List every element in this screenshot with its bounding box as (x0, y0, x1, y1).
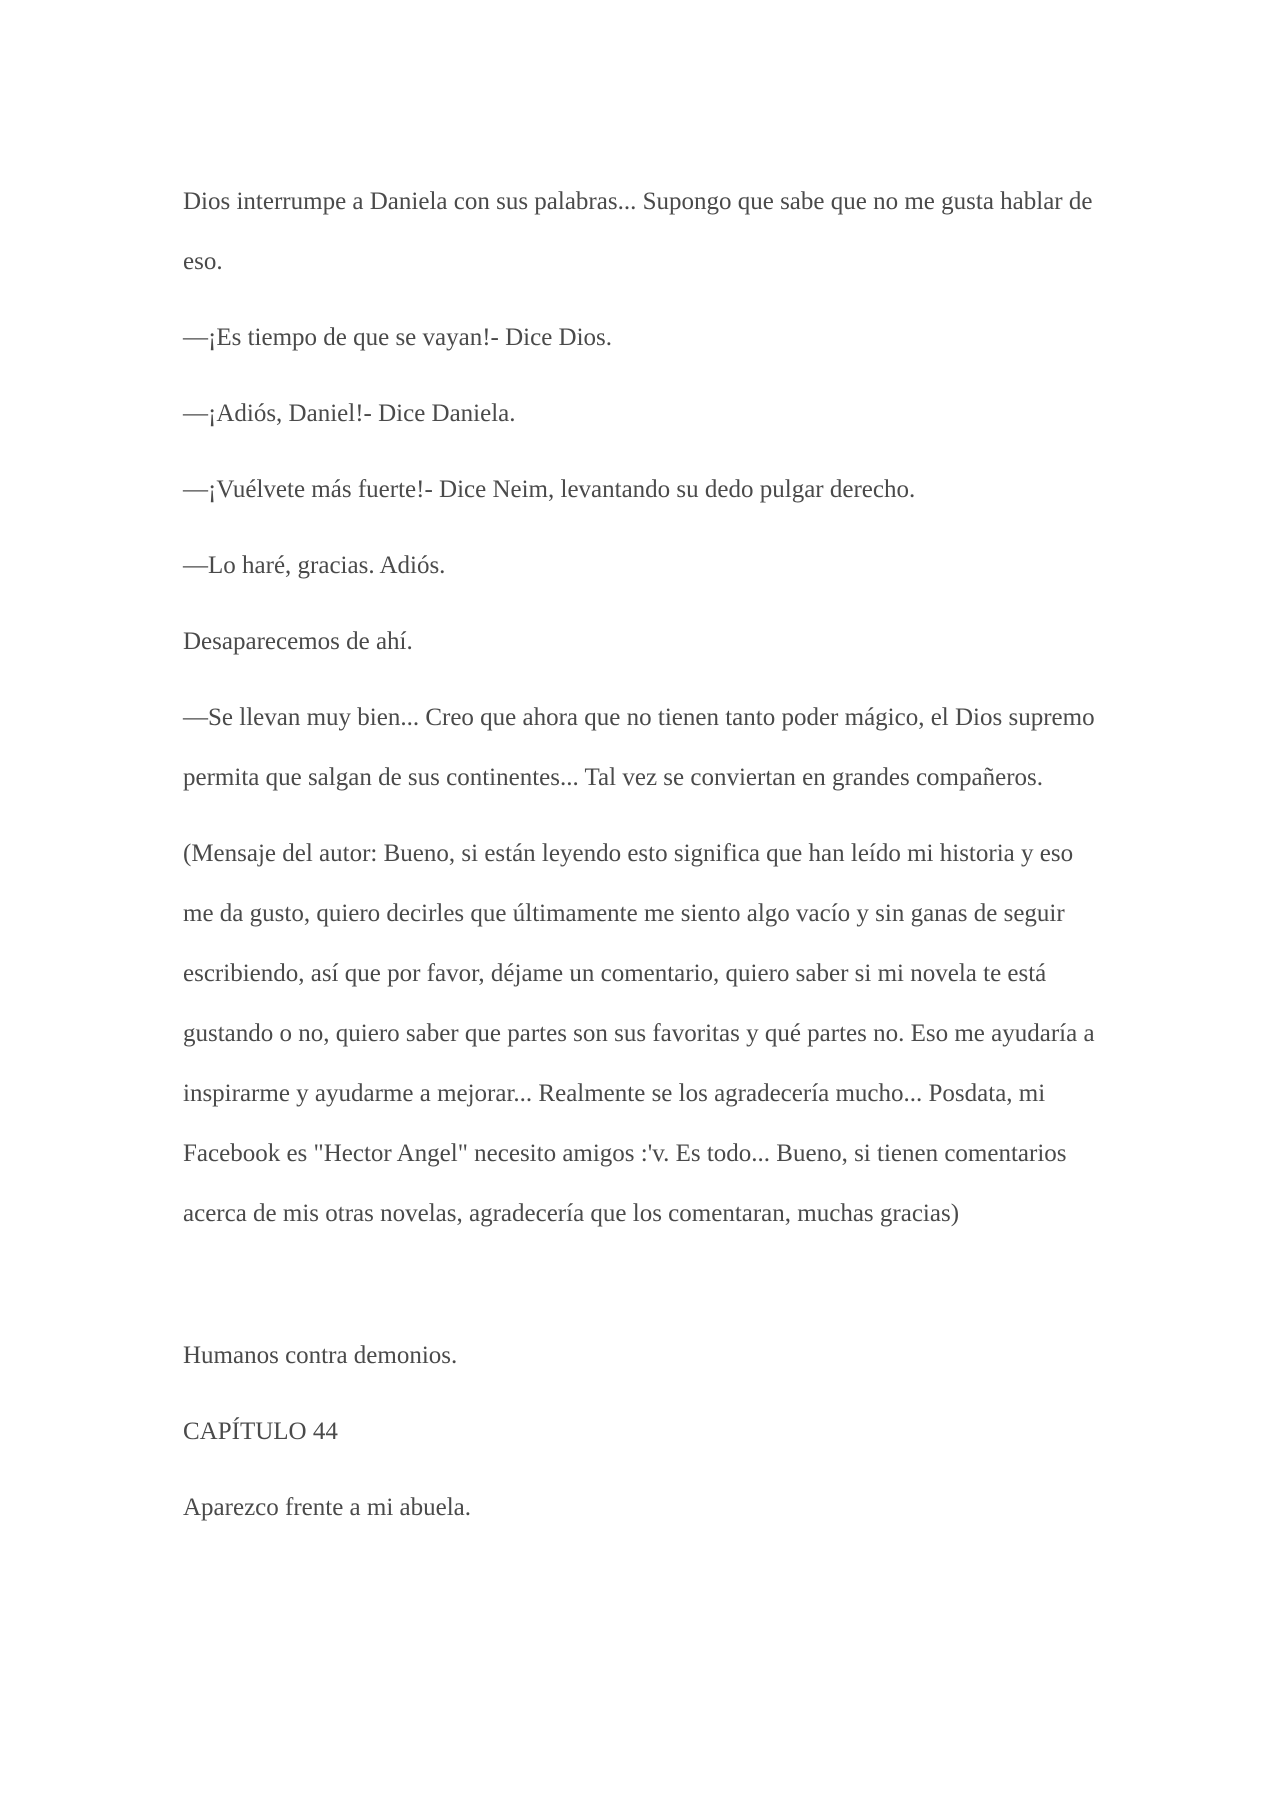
paragraph-dialogue-3: —¡Vuélvete más fuerte!- Dice Neim, levantando su dedo pulgar derecho. (183, 476, 916, 503)
section-gap (183, 1260, 1103, 1326)
paragraph-dialogue-5: —Se llevan muy bien... Creo que ahora que no tienen tanto poder mágico, el Dios supremo permita que salgan de sus continentes... Tal vez se conviertan en grandes compañeros. (183, 704, 1095, 791)
paragraph-dialogue-4: —Lo haré, gracias. Adiós. (183, 552, 446, 579)
paragraph-dialogue-1: —¡Es tiempo de que se vayan!- Dice Dios. (183, 324, 613, 351)
paragraph-chapter-opening: Aparezco frente a mi abuela. (183, 1494, 472, 1521)
document-text (183, 172, 1103, 1554)
book-title: Humanos contra demonios. (183, 1342, 458, 1369)
paragraph-dialogue-2: —¡Adiós, Daniel!- Dice Daniela. (183, 400, 516, 427)
paragraph-narration-2: Desaparecemos de ahí. (183, 628, 413, 655)
paragraph-author-message: (Mensaje del autor: Bueno, si están leyendo esto significa que han leído mi historia y eso me da gusto, quiero decirles que últimamente me siento algo vacío y sin ganas de seguir escribiendo, así que por favor, déjame un comentario, quiero saber si mi novela te está gustando o no, quiero saber que partes son sus favoritas y qué partes no. Eso me ayudaría a inspirarme y ayudarme a mejorar... Realmente se los agradecería mucho... Posdata, mi Facebook es "Hector Angel" necesito amigos :'v. Es todo... Bueno, si tienen comentarios acerca de mis otras novelas, agradecería que los comentaran, muchas gracias) (183, 840, 1095, 1227)
paragraph-narration-1: Dios interrumpe a Daniela con sus palabras... Supongo que sabe que no me gusta hablar de eso. (183, 188, 1093, 275)
chapter-heading: CAPÍTULO 44 (183, 1418, 338, 1445)
